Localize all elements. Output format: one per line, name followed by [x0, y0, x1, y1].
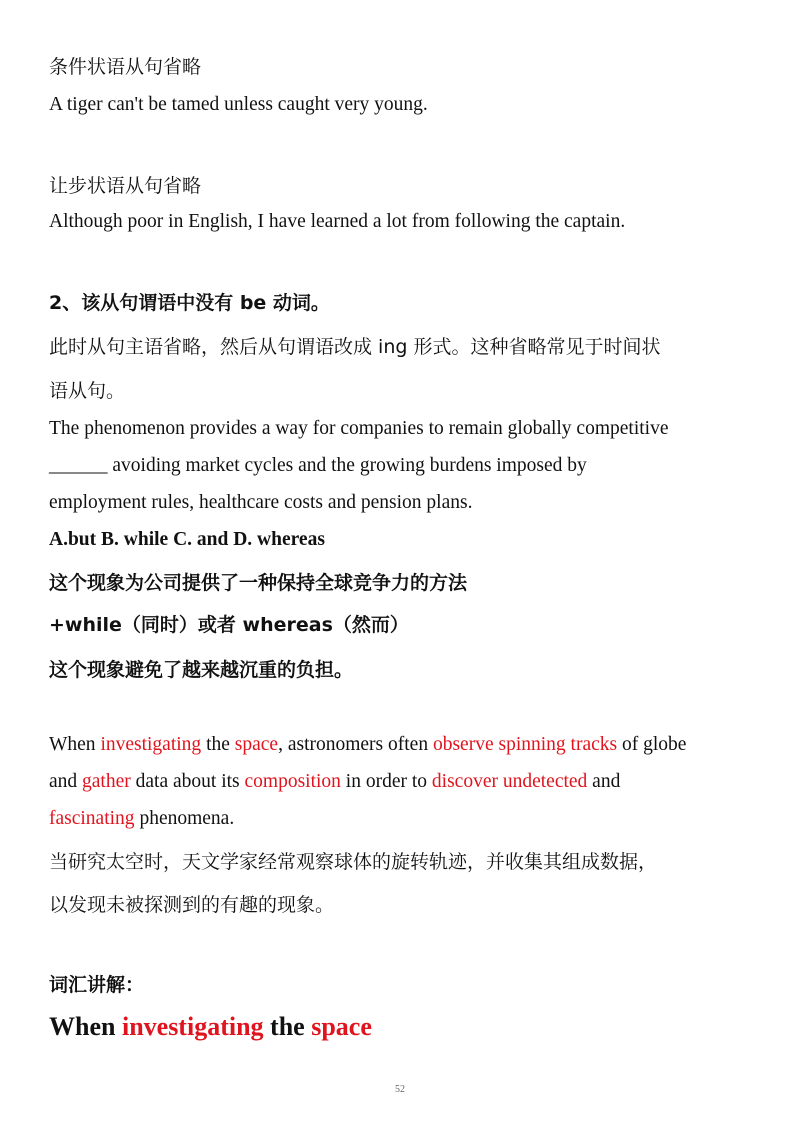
- highlight-term: investigating: [100, 734, 202, 755]
- text-segment: the: [201, 734, 235, 755]
- highlight-term: space: [234, 734, 279, 755]
- page-number: 52: [395, 1084, 405, 1095]
- text-segment: , astronomers often: [278, 734, 433, 755]
- text-segment: of globe: [617, 734, 687, 755]
- highlight-term: fascinating: [49, 808, 135, 829]
- condition-heading: 条件状语从句省略: [49, 56, 202, 78]
- text-segment: and: [587, 771, 621, 792]
- condition-example: A tiger can't be tamed unless caught very young.: [49, 94, 428, 115]
- text-segment: the: [263, 1012, 312, 1041]
- text-segment: data about its: [130, 771, 245, 792]
- concession-example: Although poor in English, I have learned a lot from following the captain.: [49, 211, 626, 232]
- analysis-line3: 这个现象避免了越来越沉重的负担。: [49, 659, 354, 681]
- text-segment: in order to: [340, 771, 432, 792]
- vocab-phrase: [49, 1012, 372, 1042]
- text-segment: When: [49, 1012, 122, 1041]
- translation-line1: 当研究太空时，天文学家经常观察球体的旋转轨迹，并收集其组成数据，: [49, 851, 658, 873]
- text-segment: When: [49, 734, 101, 755]
- analysis-line1: 这个现象为公司提供了一种保持全球竞争力的方法: [49, 572, 468, 594]
- point2-explain-line1: 此时从句主语省略，然后从句谓语改成 ing 形式。这种省略常见于时间状: [49, 336, 661, 358]
- example-line2: [49, 771, 620, 793]
- highlight-term: investigating: [121, 1012, 264, 1041]
- analysis-line2: +while（同时）或者 whereas（然而）: [49, 614, 409, 636]
- translation-line2: 以发现未被探测到的有趣的现象。: [49, 894, 335, 916]
- question-line2: ______ avoiding market cycles and the growing burdens imposed by: [49, 455, 587, 476]
- example-line1: [49, 734, 686, 756]
- vocab-heading: 词汇讲解：: [49, 974, 145, 996]
- question-line3: employment rules, healthcare costs and pension plans.: [49, 492, 473, 513]
- point2-title: 2、该从句谓语中没有 be 动词。: [49, 292, 330, 314]
- text-segment: and: [49, 771, 83, 792]
- highlight-term: composition: [244, 771, 341, 792]
- highlight-term: space: [311, 1012, 372, 1041]
- text-segment: phenomena.: [134, 808, 235, 829]
- concession-heading: 让步状语从句省略: [49, 175, 202, 197]
- answer-options: A.but B. while C. and D. whereas: [49, 529, 325, 550]
- point2-explain-line2: 语从句。: [49, 380, 126, 402]
- highlight-term: observe spinning tracks: [432, 734, 618, 755]
- example-line3: [49, 808, 234, 830]
- highlight-term: gather: [82, 771, 131, 792]
- question-line1: The phenomenon provides a way for companies to remain globally competitive: [49, 418, 669, 439]
- highlight-term: discover undetected: [431, 771, 588, 792]
